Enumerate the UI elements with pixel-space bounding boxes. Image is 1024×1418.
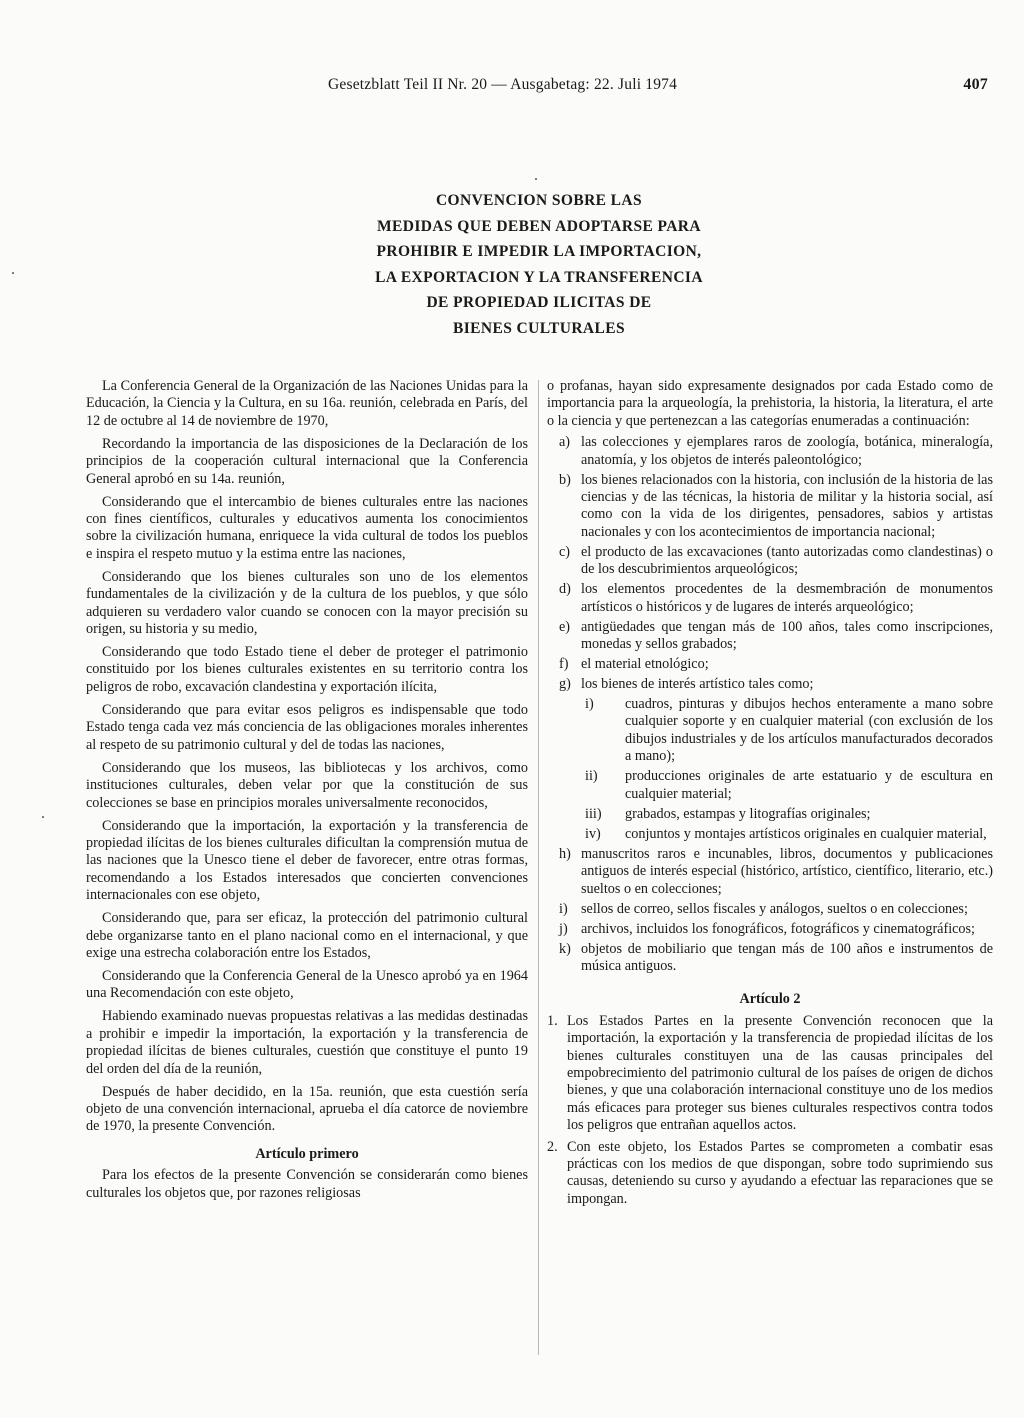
print-speck bbox=[12, 272, 14, 274]
article-1-intro: Para los efectos de la presente Convención se considerarán como bienes culturales los objetos que, por razones religiosas bbox=[86, 1167, 528, 1201]
item-label: iii) bbox=[585, 805, 602, 822]
item-text: cuadros, pinturas y dibujos hechos enteramente a mano sobre cualquier soporte y en cualquier material (con exclusión de los dibujos industriales y de los artículos manufacturados decorados a mano); bbox=[625, 696, 993, 765]
category-item bbox=[547, 676, 993, 693]
category-item bbox=[547, 619, 993, 654]
article-1-intro-continued: o profanas, hayan sido expresamente designados por cada Estado como de importancia para la arqueología, la prehistoria, la historia, la literatura, el arte o la ciencia y que pertenezcan a las categorías enumeradas a continuación: bbox=[547, 378, 993, 429]
preamble-paragraph: Considerando que los bienes culturales son uno de los elementos fundamentales de la civilización y de la cultura de los pueblos, y que sólo adquieren su verdadero valor cuando se conocen con la mayor precisión su origen, su historia y su medio, bbox=[86, 568, 528, 638]
item-text: manuscritos raros e incunables, libros, documentos y publicaciones antiguos de interés especial (histórico, artístico, científico, literario, etc.) sueltos o en colecciones; bbox=[581, 845, 993, 897]
title-line: BIENES CULTURALES bbox=[452, 319, 626, 337]
item-label: c) bbox=[559, 543, 571, 560]
right-column bbox=[547, 378, 993, 1212]
preamble-paragraph: Considerando que todo Estado tiene el deber de proteger el patrimonio constituido por los bienes culturales existentes en su territorio contra los peligros de robo, excavación clandestina y exportación ilícita, bbox=[86, 644, 528, 695]
sub-category-item bbox=[547, 806, 993, 823]
preamble-paragraph: Considerando que el intercambio de bienes culturales entre las naciones con fines científicos, culturales y educativos aumenta los conocimientos sobre la civilización humana, enriquece la vida cultural de todos los pueblos e inspira el respeto mutuo y la estima entre las naciones, bbox=[86, 493, 528, 562]
item-label: j) bbox=[559, 920, 568, 937]
preamble-paragraph: Habiendo examinado nuevas propuestas relativas a las medidas destinadas a prohibir e impedir la importación, la exportación y la transferencia de propiedad ilícitas de bienes culturales, cuestión que constituye el punto 19 del orden del día de la reunión, bbox=[86, 1008, 528, 1077]
item-text: producciones originales de arte estatuario y de escultura en cualquier material; bbox=[625, 768, 993, 802]
item-text: las colecciones y ejemplares raros de zoología, botánica, mineralogía, anatomía, y los objetos de interés paleontológico; bbox=[581, 434, 993, 468]
item-label: b) bbox=[559, 471, 571, 488]
item-label: f) bbox=[559, 656, 569, 673]
page-header bbox=[100, 76, 988, 98]
preamble-paragraph: Considerando que los museos, las bibliotecas y los archivos, como instituciones culturales, deben velar por que la constitución de sus colecciones se base en principios morales universalmente reconocidos, bbox=[86, 759, 528, 811]
numbered-paragraph bbox=[547, 1139, 993, 1209]
item-text: antigüedades que tengan más de 100 años, tales como inscripciones, monedas y sellos grabados; bbox=[581, 618, 993, 653]
preamble-paragraph: La Conferencia General de la Organización de las Naciones Unidas para la Educación, la Ciencia y la Cultura, en su 16a. reunión, celebrada en París, del 12 de octubre al 14 de noviembre de 1970, bbox=[86, 378, 528, 429]
print-speck bbox=[42, 816, 44, 818]
item-text: grabados, estampas y litografías originales; bbox=[625, 805, 871, 822]
item-text: objetos de mobiliario que tengan más de 100 años e instrumentos de música antiguos. bbox=[581, 940, 993, 974]
article-2-heading: Artículo 2 bbox=[739, 991, 801, 1008]
category-item bbox=[547, 846, 993, 898]
sub-category-item bbox=[547, 768, 993, 803]
category-item bbox=[547, 901, 993, 918]
preamble-paragraph: Recordando la importancia de las disposiciones de la Declaración de los principios de la cooperación cultural internacional que la Conferencia General aprobó en su 14a. reunión, bbox=[86, 435, 528, 487]
sub-category-item bbox=[547, 826, 993, 843]
print-speck bbox=[535, 178, 537, 180]
document-title bbox=[300, 188, 778, 341]
item-text: los bienes relacionados con la historia, con inclusión de la historia de las ciencias y de las técnicas, la historia de militar y la historia social, así como con la vida de los dirigentes, pensadores, sabios y artistas nacionales y con los acontecimientos de importancia nacional; bbox=[581, 471, 993, 540]
category-item bbox=[547, 472, 993, 542]
item-label: g) bbox=[559, 676, 571, 693]
left-column bbox=[86, 378, 528, 1208]
item-text: el material etnológico; bbox=[581, 656, 709, 673]
paragraph-text: Con este objeto, los Estados Partes se comprometen a combatir esas prácticas con los medios de que dispongan, sobre todo suprimiendo sus causas, deteniendo su curso y ayudando a efectuar las reparaciones que se impongan. bbox=[567, 1138, 993, 1207]
title-line: DE PROPIEDAD ILICITAS DE bbox=[426, 294, 652, 311]
preamble-paragraph: Considerando que la importación, la exportación y la transferencia de propiedad ilícitas de los bienes culturales dificultan la comprensión mutua de las naciones que la Unesco tiene el deber de favorecer, entre otras formas, recomendando a los Estados interesados que concierten convenciones internacionales con ese objeto, bbox=[86, 817, 528, 904]
column-divider bbox=[538, 380, 539, 1355]
numbered-paragraph bbox=[547, 1013, 993, 1135]
item-text: los elementos procedentes de la desmembración de monumentos artísticos o históricos y de lugares de interés arqueológico; bbox=[581, 581, 993, 615]
category-item bbox=[547, 656, 993, 673]
item-label: i) bbox=[585, 696, 594, 713]
preamble-paragraph: Considerando que, para ser eficaz, la protección del patrimonio cultural debe organizarse tanto en el plano nacional como en el internacional, y que exige una estrecha colaboración entre los Estados, bbox=[86, 910, 528, 961]
item-text: sellos de correo, sellos fiscales y análogos, sueltos o en colecciones; bbox=[581, 900, 968, 917]
title-line: CONVENCION SOBRE LAS bbox=[435, 192, 643, 209]
category-item bbox=[547, 581, 993, 616]
item-text: los bienes de interés artístico tales como; bbox=[581, 676, 814, 693]
running-title: Gesetzblatt Teil II Nr. 20 — Ausgabetag: 22. Juli 1974 bbox=[328, 76, 678, 93]
preamble-paragraph: Después de haber decidido, en la 15a. reunión, que esta cuestión sería objeto de una convención internacional, aprueba el día catorce de noviembre de 1970, la presente Convención. bbox=[86, 1083, 528, 1135]
item-label: k) bbox=[559, 940, 571, 957]
item-label: h) bbox=[559, 845, 571, 862]
article-1-heading: Artículo primero bbox=[255, 1145, 359, 1162]
item-text: archivos, incluidos los fonográficos, fotográficos y cinematográficos; bbox=[581, 920, 975, 937]
title-line: MEDIDAS QUE DEBEN ADOPTARSE PARA bbox=[377, 217, 701, 235]
preamble-paragraph: Considerando que para evitar esos peligros es indispensable que todo Estado tenga cada vez más conciencia de las obligaciones morales inherentes al respeto de su patrimonio cultural y del de todas las naciones, bbox=[86, 701, 528, 753]
category-item bbox=[547, 921, 993, 938]
item-label: iv) bbox=[585, 825, 601, 842]
paragraph-number: 1. bbox=[547, 1012, 558, 1029]
preamble-paragraph: Considerando que la Conferencia General de la Unesco aprobó ya en 1964 una Recomendación con este objeto, bbox=[86, 967, 528, 1002]
title-line: LA EXPORTACION Y LA TRANSFERENCIA bbox=[375, 268, 703, 286]
paragraph-number: 2. bbox=[547, 1138, 558, 1155]
title-line: PROHIBIR E IMPEDIR LA IMPORTACION, bbox=[376, 243, 702, 260]
item-label: e) bbox=[559, 618, 571, 635]
category-item bbox=[547, 941, 993, 976]
sub-category-item bbox=[547, 696, 993, 766]
paragraph-text: Los Estados Partes en la presente Convención reconocen que la importación, la exportación y la transferencia de propiedad ilícitas de los bienes culturales constituyen una de las causas principales del empobrecimiento del patrimonio cultural de los países de origen de dichos bienes, y que una colaboración internacional constituye uno de los medios más eficaces para proteger sus bienes culturales respectivos contra todos los peligros que entrañan aquellos actos. bbox=[567, 1012, 993, 1134]
category-item bbox=[547, 434, 993, 469]
item-label: i) bbox=[559, 900, 568, 917]
item-label: ii) bbox=[585, 768, 598, 785]
category-item bbox=[547, 544, 993, 579]
item-label: a) bbox=[559, 434, 571, 451]
item-text: el producto de las excavaciones (tanto autorizadas como clandestinas) o de los descubrimientos arqueológicos; bbox=[581, 543, 993, 578]
page-number: 407 bbox=[963, 76, 988, 93]
item-label: d) bbox=[559, 581, 571, 598]
item-text: conjuntos y montajes artísticos originales en cualquier material, bbox=[625, 825, 987, 842]
